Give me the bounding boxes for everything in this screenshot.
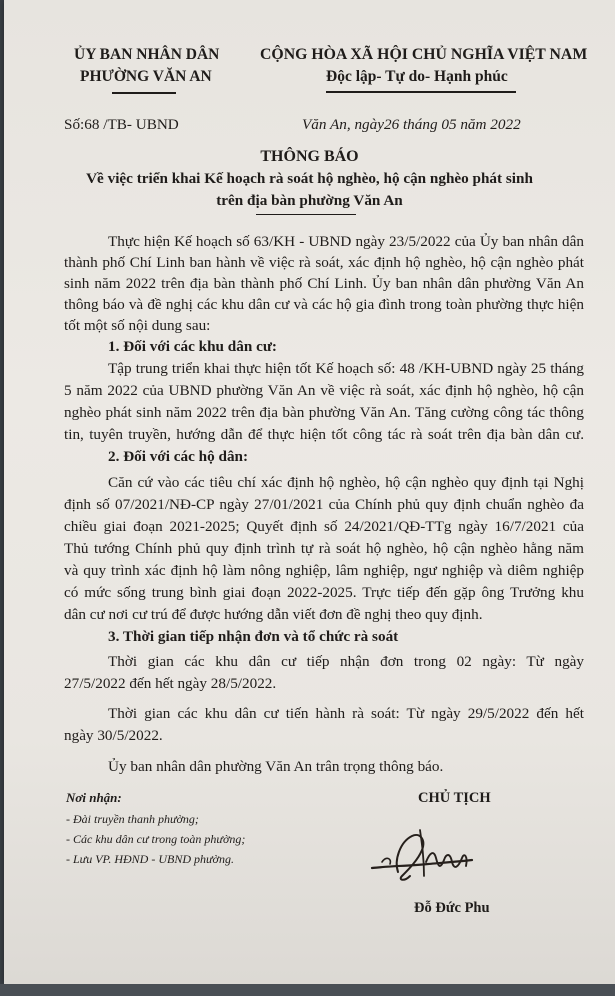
- signer-name: Đỗ Đức Phu: [414, 900, 490, 916]
- section2-heading: 2. Đối với các hộ dân:: [108, 448, 249, 465]
- org-name-line2: PHƯỜNG VĂN AN: [80, 68, 212, 85]
- recipient-item: - Lưu VP. HĐND - UBND phường.: [66, 852, 234, 866]
- intro-line: thông báo và đề nghị các khu dân cư và các hộ gia đình trong toàn phường thực hiện: [64, 296, 584, 313]
- national-motto: Độc lập- Tự do- Hạnh phúc: [326, 68, 508, 85]
- motto-underline: [326, 91, 516, 93]
- section2-line: Căn cứ vào các tiêu chí xác định hộ nghèo, hộ cận nghèo quy định tại Nghị: [108, 474, 584, 491]
- document-title: THÔNG BÁO: [260, 148, 359, 165]
- recipients-label: Nơi nhận:: [66, 790, 122, 805]
- section2-line: và quy trình xác định hộ làm nông nghiệp, lâm nghiệp, ngư nghiệp và diêm nghiệp: [64, 562, 584, 579]
- section3-heading: 3. Thời gian tiếp nhận đơn và tổ chức rà soát: [108, 628, 399, 645]
- intro-line: Thực hiện Kế hoạch số 63/KH - UBND ngày 23/5/2022 của Ủy ban nhân dân: [108, 233, 584, 250]
- document-page: [4, 0, 615, 984]
- signer-title: CHỦ TỊCH: [418, 790, 491, 806]
- section2-line: định số 07/2021/NĐ-CP ngày 27/01/2021 của Chính phủ quy định chuẩn nghèo đa: [64, 496, 584, 513]
- subject-underline: [256, 214, 356, 215]
- closing-statement: Ủy ban nhân dân phường Văn An trân trọng thông báo.: [108, 758, 444, 775]
- bottom-edge: [0, 984, 615, 996]
- intro-line: thành phố Chí Linh ban hành về việc rà soát, xác định hộ nghèo, hộ cận nghèo phát: [64, 254, 584, 271]
- org-name-line1: ỦY BAN NHÂN DÂN: [74, 46, 220, 63]
- section2-line: Thủ tướng Chính phủ quy định trình tự rà soát hộ nghèo, hộ cận nghèo hằng năm: [64, 540, 584, 557]
- section2-line: dân cư nơi cư trú để được hướng dẫn viết đơn đề nghị theo quy định.: [64, 606, 483, 623]
- place-date: Văn An, ngày26 tháng 05 năm 2022: [302, 116, 521, 133]
- section1-line: 5 năm 2022 của UBND phường Văn An về việc rà soát, xác định hộ nghèo, hộ cận: [64, 382, 584, 399]
- section1-line: tin, tuyên truyền, hướng dẫn để thực hiện tốt công tác rà soát trên địa bàn dân cư.: [64, 426, 584, 443]
- section3-line: 27/5/2022 đến hết ngày 28/5/2022.: [64, 675, 277, 692]
- section1-heading: 1. Đối với các khu dân cư:: [108, 338, 277, 355]
- section1-line: nghèo phát sinh năm 2022 trên địa bàn phường Văn An. Tăng cường công tác thông: [64, 404, 584, 421]
- section1-line: Tập trung triển khai thực hiện tốt Kế hoạch số: 48 /KH-UBND ngày 25 tháng: [108, 360, 584, 377]
- national-title: CỘNG HÒA XÃ HỘI CHỦ NGHĨA VIỆT NAM: [260, 46, 588, 63]
- subject-line2: trên địa bàn phường Văn An: [216, 192, 403, 209]
- intro-line: tốt một số nội dung sau:: [64, 317, 211, 334]
- recipient-item: - Đài truyền thanh phường;: [66, 812, 199, 826]
- recipient-item: - Các khu dân cư trong toàn phường;: [66, 832, 246, 846]
- org-underline: [112, 92, 176, 94]
- document-number: Số:68 /TB- UBND: [64, 116, 179, 133]
- signature-image: [368, 822, 488, 902]
- section3-line: Thời gian các khu dân cư tiếp nhận đơn trong 02 ngày: Từ ngày: [108, 653, 584, 670]
- subject-line1: Về việc triển khai Kế hoạch rà soát hộ nghèo, hộ cận nghèo phát sinh: [86, 170, 533, 187]
- section3-line: Thời gian các khu dân cư tiến hành rà soát: Từ ngày 29/5/2022 đến hết: [108, 705, 584, 722]
- section2-line: có mức sống trung bình giai đoạn 2022-2025. Trực tiếp đến gặp ông Trưởng khu: [64, 584, 584, 601]
- section3-line: ngày 30/5/2022.: [64, 727, 163, 744]
- section2-line: chiều giai đoạn 2021-2025; Quyết định số 24/2021/QĐ-TTg ngày 16/7/2021 của: [64, 518, 584, 535]
- intro-line: sinh năm 2022 trên địa bàn thành phố Chí Linh. Ủy ban nhân dân phường Văn An: [64, 275, 584, 292]
